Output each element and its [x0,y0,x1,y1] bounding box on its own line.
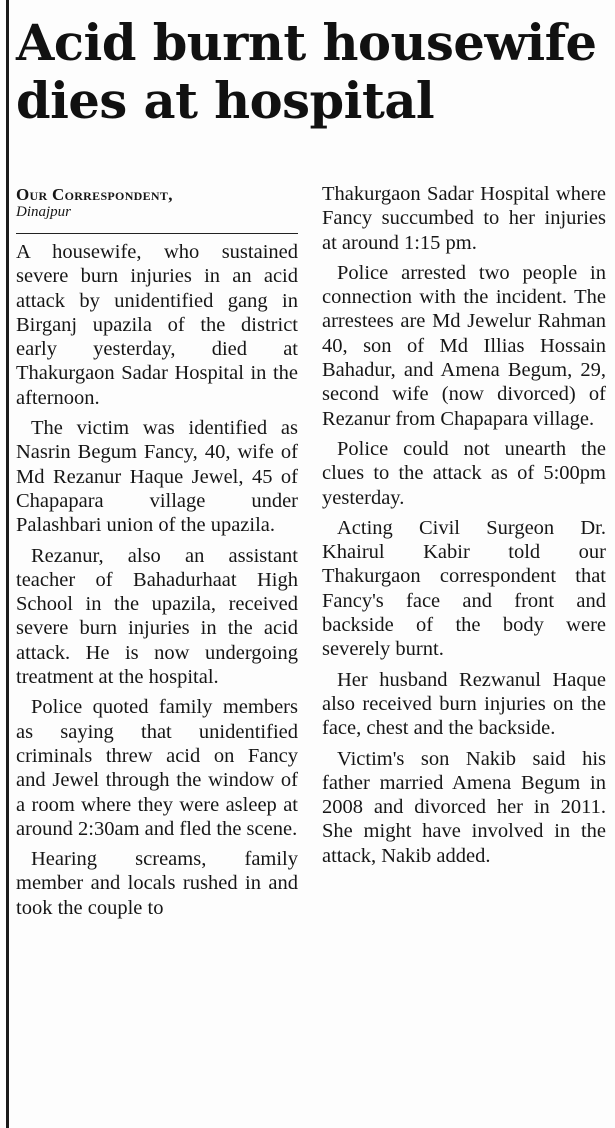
article-paragraph: A housewife, who sustained severe burn injuries in an acid attack by unidentified gang in Birganj upazila of the district early yesterday, died at Thakurgaon Sadar Hospital in the afternoon. [16,241,298,409]
dateline: Dinajpur [16,204,72,220]
article-paragraph: Victim's son Nakib said his father married Amena Begum in 2008 and divorced her in 2011. She might have involved in the attack, Nakib added. [322,747,606,867]
byline-divider [16,233,298,234]
byline: Our Correspondent, [16,185,173,204]
article-paragraph: Thakurgaon Sadar Hospital where Fancy succumbed to her injuries at around 1:15 pm. [322,183,606,254]
article-paragraph: Rezanur, also an assistant teacher of Bahadurhaat High School in the upazila, received severe burn injuries in the acid attack. He is now undergoing treatment at the hospital. [16,544,298,689]
article-paragraph: Police arrested two people in connection with the incident. The arrestees are Md Jewelur Rahman 40, son of Md Illias Hossain Bahadur, and Amena Begum, 29, second wife (now divorced) of Rezanur from Chapapara village. [322,261,606,430]
article-paragraph: Police could not unearth the clues to the attack as of 5:00pm yesterday. [322,437,606,509]
article-paragraph: Police quoted family members as saying that unidentified criminals threw acid on Fancy and Jewel through the window of a room where they were asleep at around 2:30am and fled the scene. [16,696,298,840]
article-paragraph: Acting Civil Surgeon Dr. Khairul Kabir told our Thakurgaon correspondent that Fancy's face and front and backside of the body were severely burnt. [322,516,606,661]
article-column-right [322,182,606,874]
article-paragraph: Hearing screams, family member and locals rushed in and took the couple to [16,848,298,919]
headline: Acid burnt housewife dies at hospital [16,14,597,130]
column-rule [6,0,9,1128]
article-paragraph: Her husband Rezwanul Haque also received burn injuries on the face, chest and the backside. [322,668,606,740]
article-column-left [16,182,298,926]
article-paragraph: The victim was identified as Nasrin Begum Fancy, 40, wife of Md Rezanur Haque Jewel, 45 of Chapapara village under Palashbari union of the upazila. [16,417,298,537]
